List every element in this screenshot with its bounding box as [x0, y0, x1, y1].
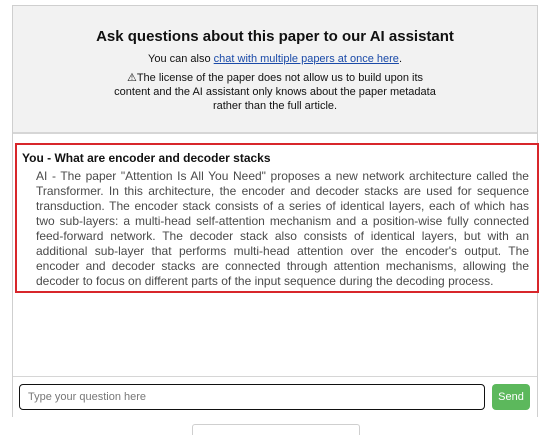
send-button[interactable]: Send [492, 384, 530, 410]
user-question: You - What are encoder and decoder stacks [22, 151, 271, 165]
chat-panel [12, 5, 538, 417]
license-notice: ⚠The license of the paper does not allow us to build upon its content and the AI assistant only knows about the paper metadata rather than the full article. [114, 72, 436, 112]
input-bar [13, 376, 537, 417]
conversation-item [15, 143, 539, 293]
multi-paper-chat-link[interactable]: chat with multiple papers at once here [213, 53, 399, 65]
ai-answer [36, 169, 529, 289]
ai-answer-text: The paper "Attention Is All You Need" proposes a new network architecture called the Transformer. In this architecture, the encoder and decoder stacks are used for sequence transduction. The encoder stack consists of a series of identical layers, each of which has two sub-layers: a multi-head self-attention mechanism and a position-wise fully connected feed-forward network. The decoder stack also consists of identical layers, but with an additional sub-layer that performs multi-head attention over the encoder's output. The encoder and decoder stacks are connected through attention mechanisms, allowing the decoder to focus on different parts of the input sequence during the decoding process. [36, 169, 529, 288]
question-input[interactable] [19, 384, 485, 410]
chat-header [13, 6, 537, 134]
ai-answer-prefix: AI - [36, 169, 61, 183]
subtitle-prefix: You can also [148, 53, 214, 65]
subtitle-suffix: . [398, 53, 402, 65]
conversation-area [13, 134, 537, 374]
header-subtitle [13, 53, 537, 65]
page-title: Ask questions about this paper to our AI assistant [96, 28, 454, 45]
